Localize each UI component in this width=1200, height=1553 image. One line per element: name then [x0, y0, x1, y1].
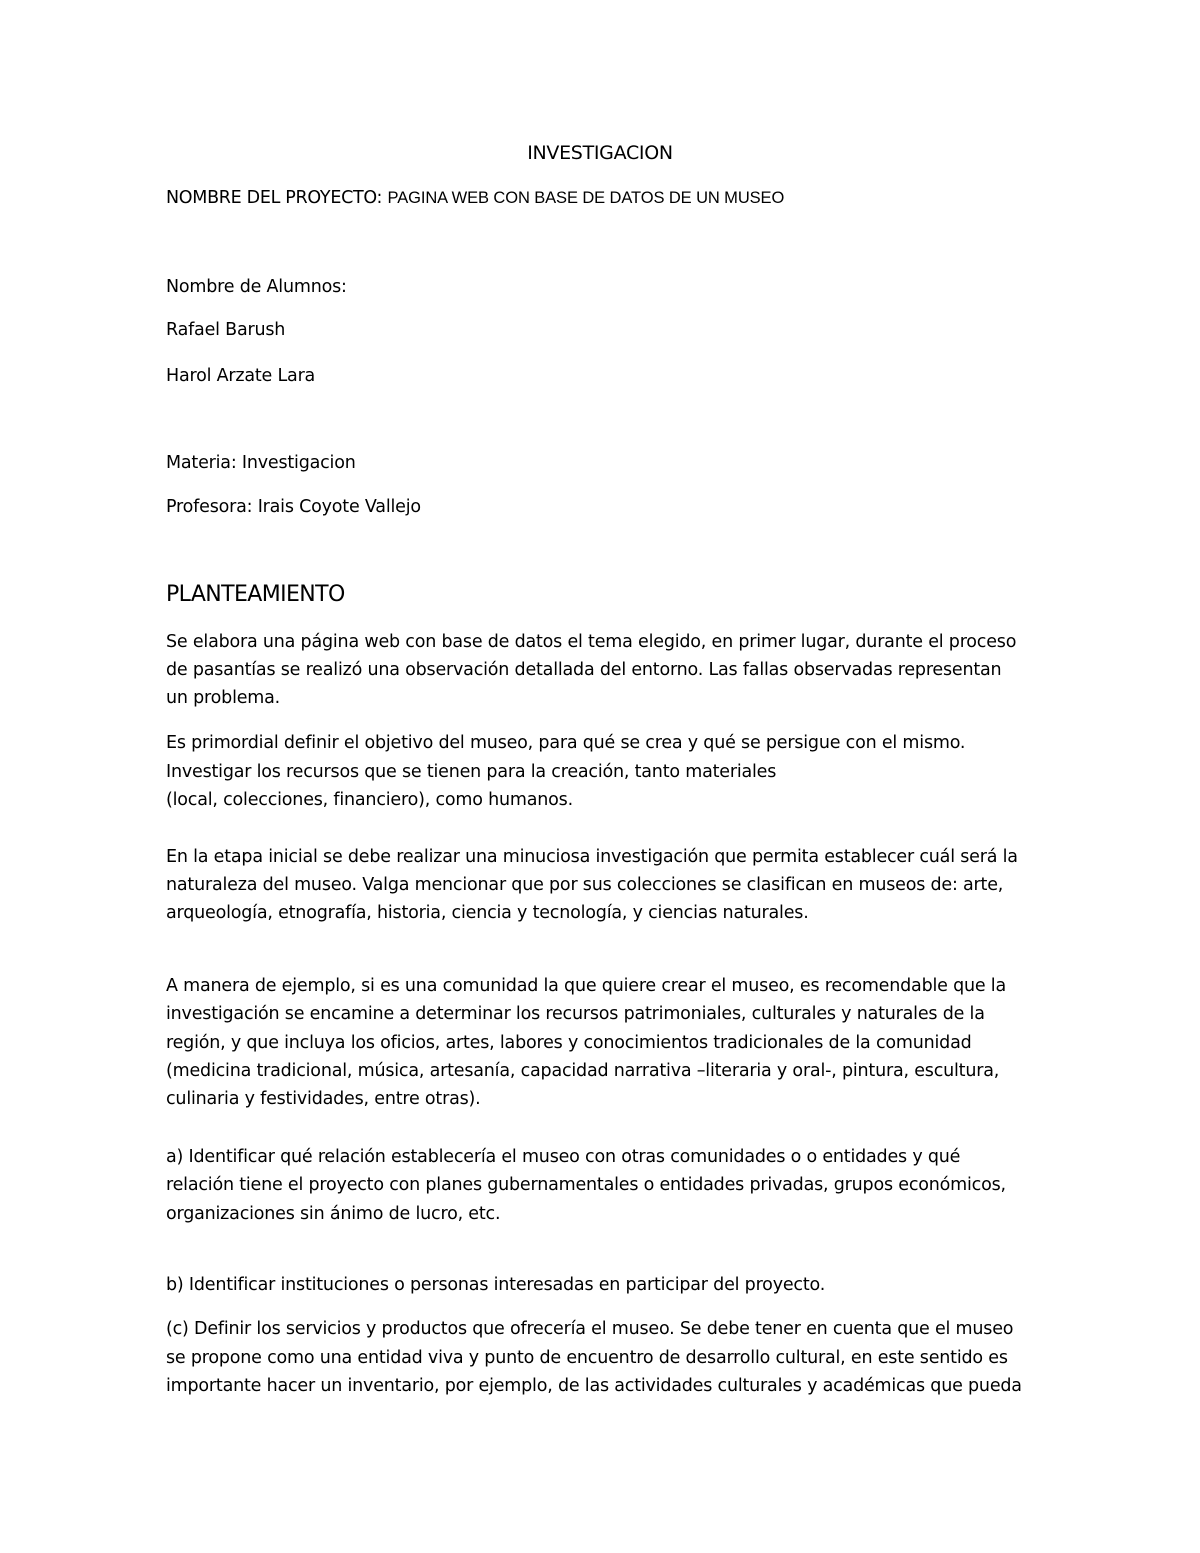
paragraph-line: investigación se encamine a determinar los recursos patrimoniales, culturales y naturales de la [166, 1004, 985, 1024]
student-name: Rafael Barush [166, 320, 286, 340]
paragraph-line: (local, colecciones, financiero), como humanos. [166, 790, 573, 810]
paragraph-line: naturaleza del museo. Valga mencionar que por sus colecciones se clasifican en museos de: arte, [166, 875, 1004, 895]
paragraph-line: relación tiene el proyecto con planes gubernamentales o entidades privadas, grupos económicos, [166, 1175, 1006, 1195]
section-heading: PLANTEAMIENTO [166, 582, 345, 607]
paragraph-line: (c) Definir los servicios y productos que ofrecería el museo. Se debe tener en cuenta que el museo [166, 1319, 1014, 1339]
paragraph-line: región, y que incluya los oficios, artes, labores y conocimientos tradicionales de la comunidad [166, 1033, 972, 1053]
paragraph-line: En la etapa inicial se debe realizar una minuciosa investigación que permita establecer cuál será la [166, 847, 1018, 867]
teacher-line: Profesora: Irais Coyote Vallejo [166, 497, 421, 517]
paragraph-line: un problema. [166, 688, 281, 708]
paragraph-line: importante hacer un inventario, por ejemplo, de las actividades culturales y académicas que pueda [166, 1376, 1022, 1396]
paragraph-line: culinaria y festividades, entre otras). [166, 1089, 481, 1109]
paragraph-line: organizaciones sin ánimo de lucro, etc. [166, 1204, 501, 1224]
paragraph-line: Es primordial definir el objetivo del museo, para qué se crea y qué se persigue con el mismo. [166, 733, 966, 753]
paragraph-line: se propone como una entidad viva y punto de encuentro de desarrollo cultural, en este sentido es [166, 1348, 1008, 1368]
paragraph-line: A manera de ejemplo, si es una comunidad la que quiere crear el museo, es recomendable que la [166, 976, 1006, 996]
paragraph-line: Investigar los recursos que se tienen para la creación, tanto materiales [166, 762, 777, 782]
subject-line: Materia: Investigacion [166, 453, 356, 473]
paragraph-line: a) Identificar qué relación establecería el museo con otras comunidades o o entidades y qué [166, 1147, 961, 1167]
paragraph-line: arqueología, etnografía, historia, ciencia y tecnología, y ciencias naturales. [166, 903, 809, 923]
document-title: INVESTIGACION [527, 142, 673, 164]
paragraph-line: b) Identificar instituciones o personas interesadas en participar del proyecto. [166, 1275, 826, 1295]
project-label: NOMBRE DEL PROYECTO: [166, 188, 383, 208]
students-label: Nombre de Alumnos: [166, 277, 347, 297]
project-line [166, 186, 784, 210]
paragraph-line: de pasantías se realizó una observación detallada del entorno. Las fallas observadas representan [166, 660, 1002, 680]
paragraph-line: Se elabora una página web con base de datos el tema elegido, en primer lugar, durante el proceso [166, 632, 1017, 652]
project-name: PAGINA WEB CON BASE DE DATOS DE UN MUSEO [387, 189, 785, 207]
student-name: Harol Arzate Lara [166, 366, 316, 386]
paragraph-line: (medicina tradicional, música, artesanía, capacidad narrativa –literaria y oral-, pintura, escultura, [166, 1061, 1000, 1081]
